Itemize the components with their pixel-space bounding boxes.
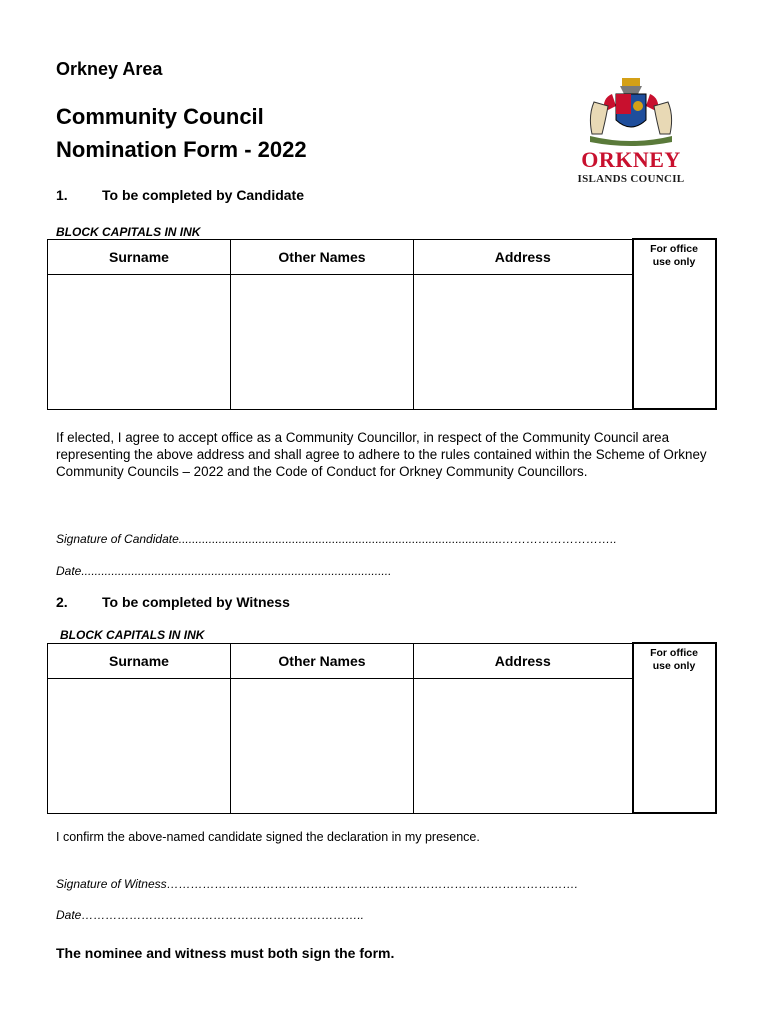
candidate-address-field[interactable]: [414, 274, 633, 409]
section-1-number: 1.: [56, 187, 68, 203]
logo-subtitle: ISLANDS COUNCIL: [577, 173, 685, 185]
column-header-other-names: Other Names: [231, 643, 414, 678]
section-2-title: To be completed by Witness: [102, 594, 290, 610]
witness-date-line[interactable]: Date……………………………………………………………..: [56, 908, 365, 922]
witness-entry-row: [48, 678, 716, 813]
coat-of-arms-icon: [572, 76, 690, 148]
section-1-title: To be completed by Candidate: [102, 187, 304, 203]
candidate-surname-field[interactable]: [48, 274, 231, 409]
column-header-address: Address: [414, 643, 633, 678]
section-1-heading: [56, 187, 304, 203]
candidate-signature-line[interactable]: Signature of Candidate.................................................................................................………………………..: [56, 532, 617, 546]
signing-requirement-note: The nominee and witness must both sign the form.: [56, 945, 395, 961]
title-line-1: Community Council: [56, 104, 264, 129]
office-use-label-1: For office: [650, 647, 698, 659]
candidate-table-header: [48, 239, 716, 274]
witness-signature-line[interactable]: Signature of Witness………………………………………………………………………………………….: [56, 877, 578, 891]
candidate-other-names-field[interactable]: [231, 274, 414, 409]
witness-address-field[interactable]: [414, 678, 633, 813]
candidate-date-line[interactable]: Date.............................................................................................: [56, 564, 392, 578]
office-use-column: [633, 239, 716, 409]
column-header-other-names: Other Names: [231, 239, 414, 274]
logo-name: ORKNEY: [581, 147, 681, 172]
column-header-address: Address: [414, 239, 633, 274]
area-title: Orkney Area: [56, 59, 163, 79]
candidate-declaration: If elected, I agree to accept office as a Community Councillor, in respect of the Community Council area representing the above address and shall agree to adhere to the rules contained within the Scheme of Orkney Community Councils – 2022 and the Code of Conduct for Orkney Community Councillors.: [56, 430, 707, 479]
section-2-heading: [56, 594, 290, 610]
title-line-2: Nomination Form - 2022: [56, 137, 307, 162]
section-2-number: 2.: [56, 594, 68, 610]
orkney-islands-council-logo: [572, 76, 690, 188]
office-use-label-2: use only: [652, 660, 696, 672]
witness-other-names-field[interactable]: [231, 678, 414, 813]
office-use-label-2: use only: [652, 256, 696, 268]
office-use-label-1: For office: [650, 243, 698, 255]
witness-surname-field[interactable]: [48, 678, 231, 813]
block-capitals-note-1: BLOCK CAPITALS IN INK: [56, 225, 201, 239]
witness-table: [47, 642, 717, 814]
candidate-entry-row: [48, 274, 716, 409]
page-title: [56, 100, 307, 166]
column-header-surname: Surname: [48, 239, 231, 274]
witness-table-header: [48, 643, 716, 678]
column-header-surname: Surname: [48, 643, 231, 678]
candidate-table: [47, 238, 717, 410]
block-capitals-note-2: BLOCK CAPITALS IN INK: [60, 628, 205, 642]
office-use-column: [633, 643, 716, 813]
witness-confirmation: I confirm the above-named candidate signed the declaration in my presence.: [56, 830, 480, 844]
